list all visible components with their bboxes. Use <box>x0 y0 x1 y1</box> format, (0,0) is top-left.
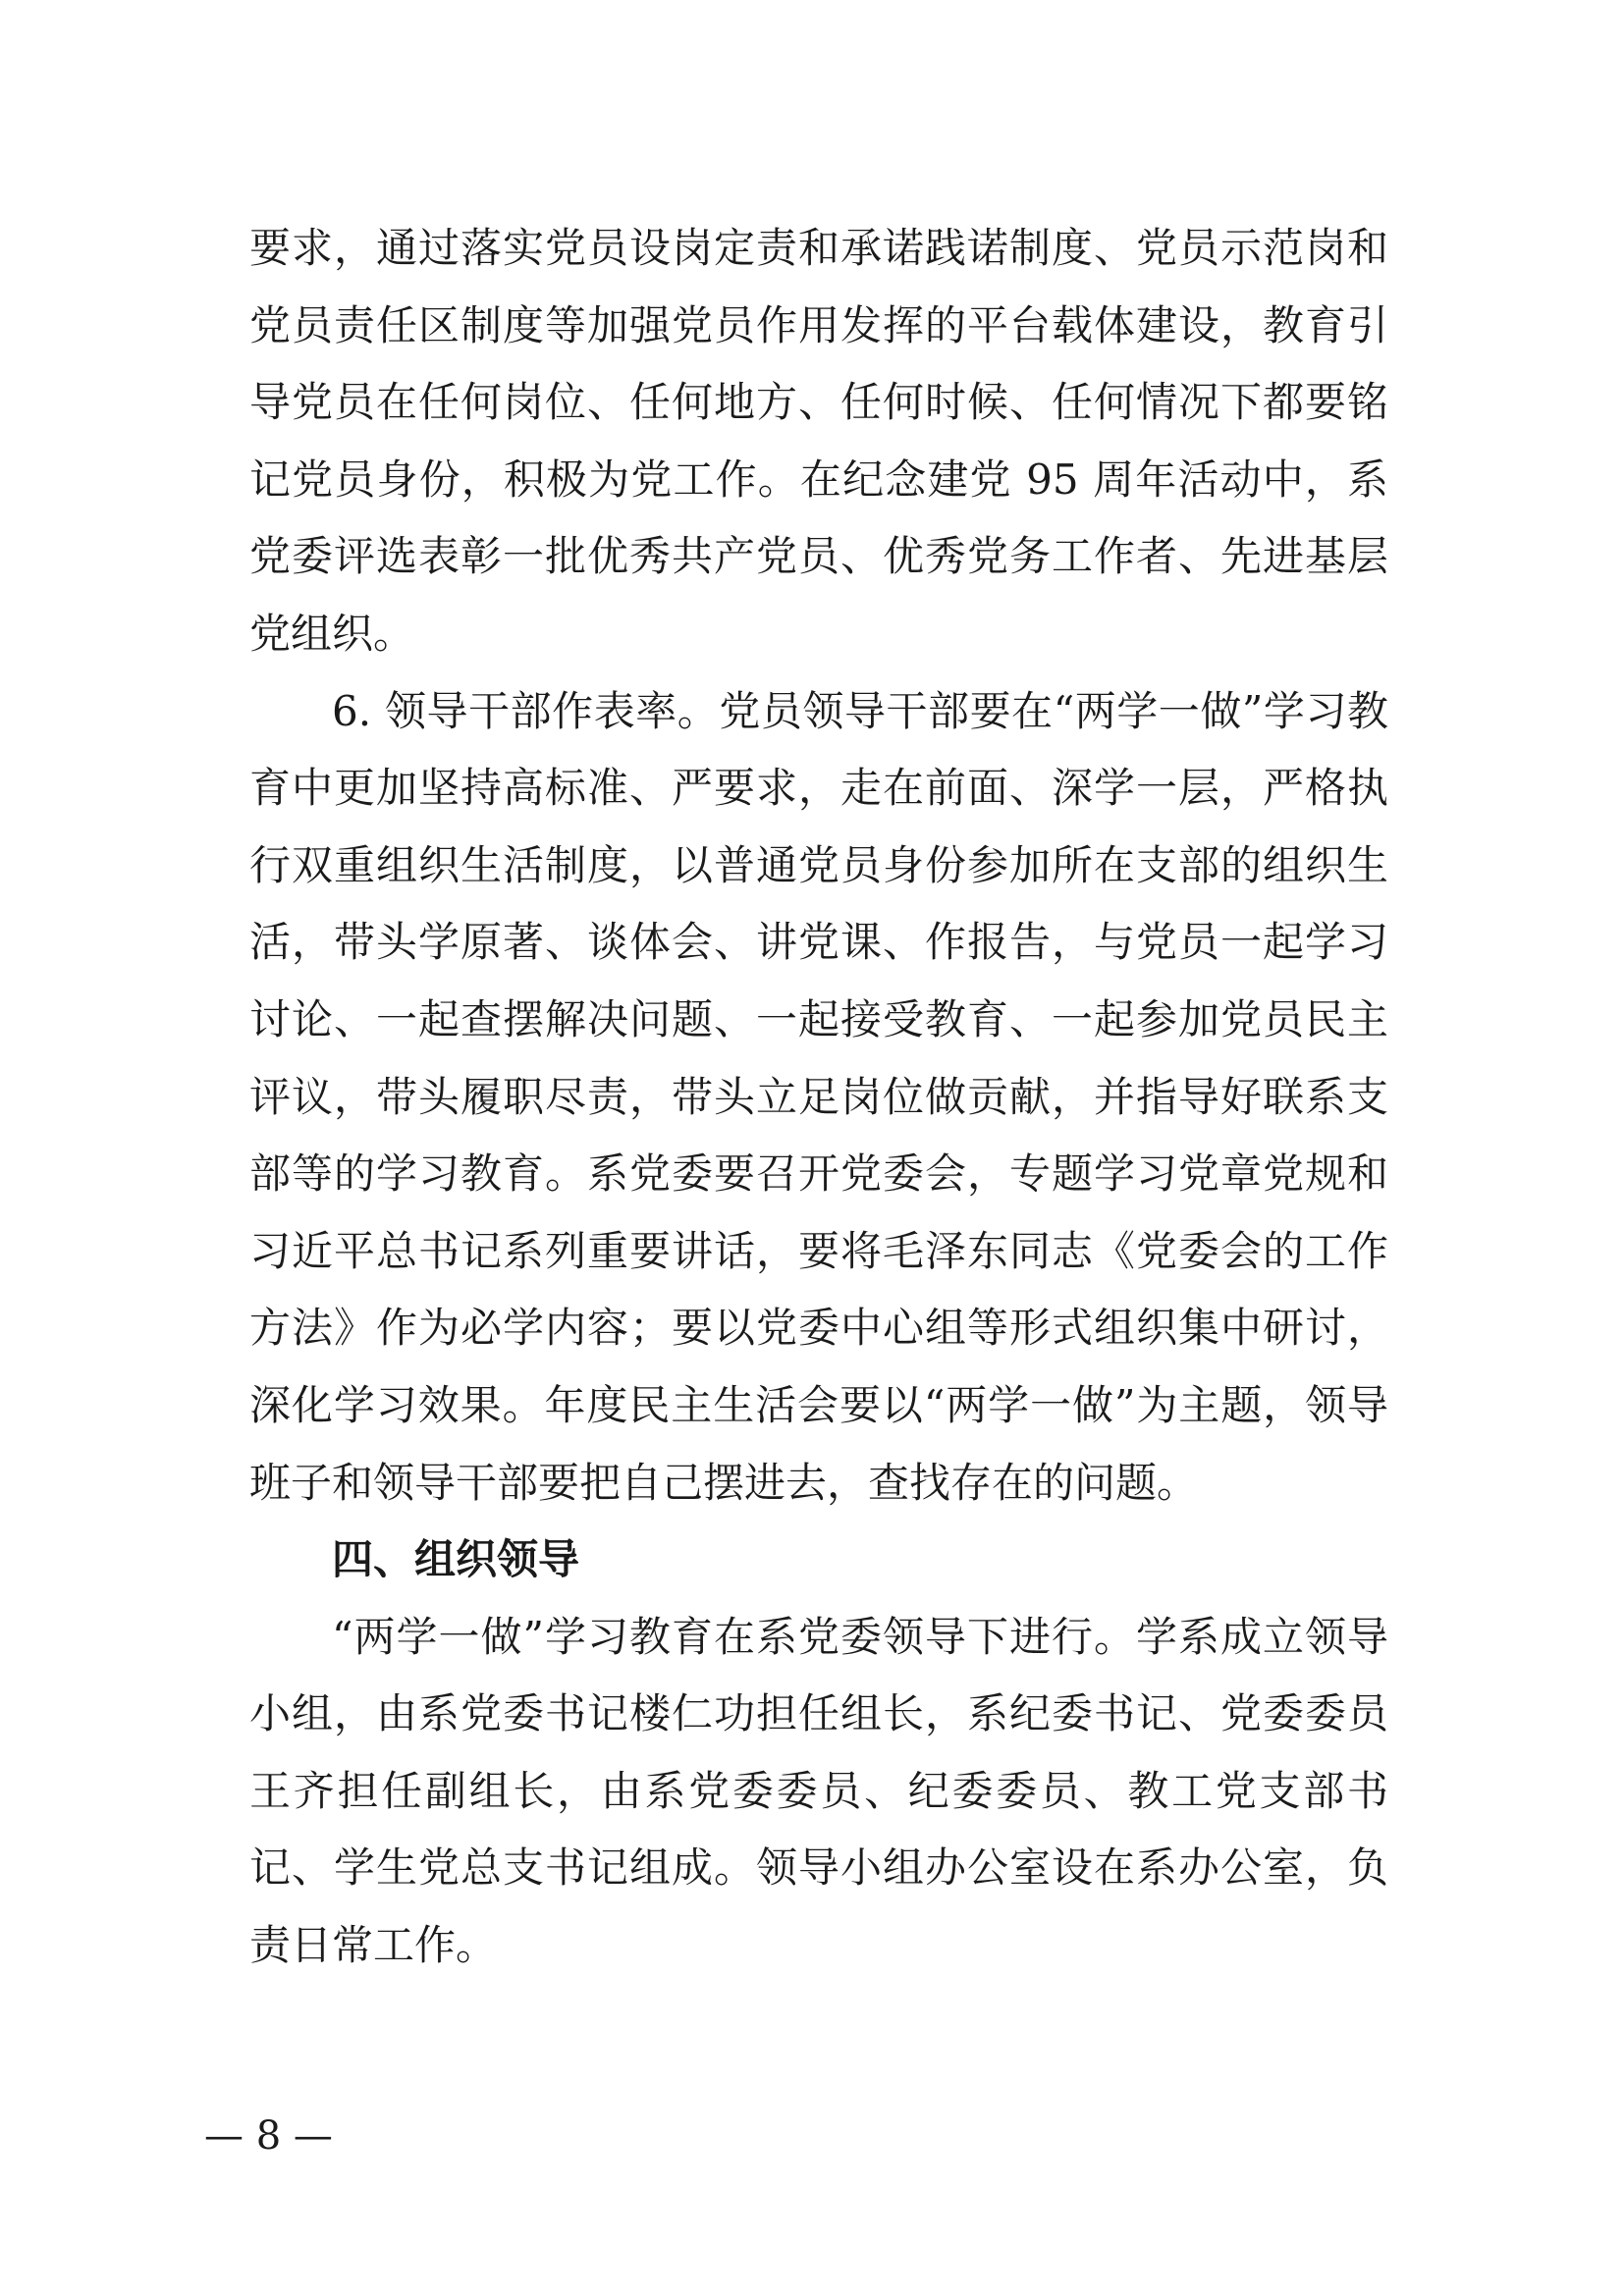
section-heading-organization: 四、组织领导 <box>332 1535 580 1584</box>
page-number: — 8 — <box>204 2113 333 2159</box>
document-body <box>249 210 1388 1985</box>
paragraph-leaders-example: 6. 领导干部作表率。党员领导干部要在“两学一做”学习教育中更加坚持高标准、严要求，走在前面、深学一层，严格执行双重组织生活制度，以普通党员身份参加所在支部的组织生活，带头学原著、谈体会、讲党课、作报告，与党员一起学习讨论、一起查摆解决问题、一起接受教育、一起参加党员民主评议，带头履职尽责，带头立足岗位做贡献，并指导好联系支部等的学习教育。系党委要召开党委会，专题学习党章党规和习近平总书记系列重要讲话，要将毛泽东同志《党委会的工作方法》作为必学内容；要以党委中心组等形式组织集中研讨，深化学习效果。年度民主生活会要以“两学一做”为主题，领导班子和领导干部要把自己摆进去，查找存在的问题。 <box>249 686 1388 1507</box>
paragraph-organization: “两学一做”学习教育在系党委领导下进行。学系成立领导小组，由系党委书记楼仁功担任组长，系纪委书记、党委委员王齐担任副组长，由系党委委员、纪委委员、教工党支部书记、学生党总支书记组成。领导小组办公室设在系办公室，负责日常工作。 <box>249 1612 1388 1970</box>
paragraph-continuation: 要求，通过落实党员设岗定责和承诺践诺制度、党员示范岗和党员责任区制度等加强党员作用发挥的平台载体建设，教育引导党员在任何岗位、任何地方、任何时候、任何情况下都要铭记党员身份，积极为党工作。在纪念建党 95 周年活动中，系党委评选表彰一批优秀共产党员、优秀党务工作者、先进基层党组织。 <box>249 224 1388 658</box>
